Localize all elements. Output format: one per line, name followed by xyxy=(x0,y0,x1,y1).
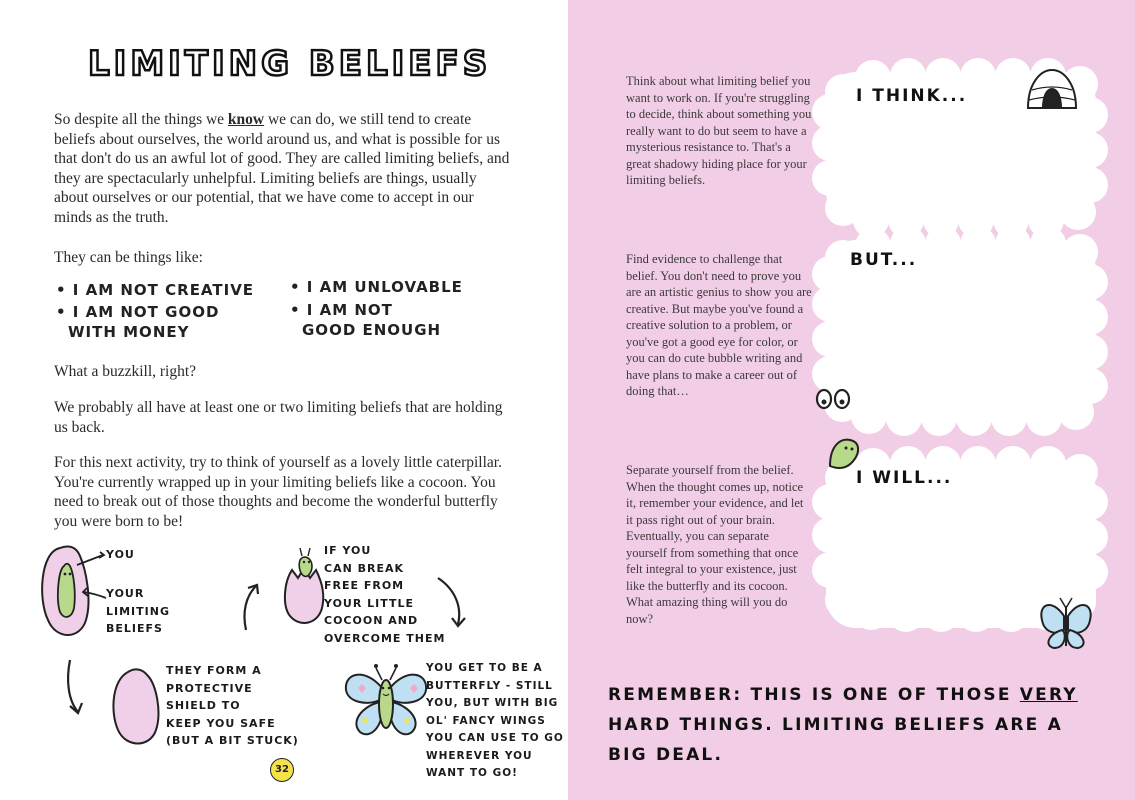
caterpillar-shape xyxy=(58,564,75,617)
buzzkill-paragraph: What a buzzkill, right? xyxy=(54,363,197,380)
know-emphasis: know xyxy=(227,111,265,128)
butterfly-drawing xyxy=(346,664,426,734)
label-break-free: IF YOU CAN BREAK FREE FROM YOUR LITTLE COCOON AND OVERCOME THEM xyxy=(324,544,446,645)
label-butterfly: YOU GET TO BE A BUTTERFLY - STILL YOU, BUT WITH BIG OL' FANCY WINGS YOU CAN USE TO GO WHEREVER YOU WANT TO GO! xyxy=(426,662,564,779)
bullet-am-not: • I AM NOT xyxy=(290,301,393,319)
empty-cocoon-shape xyxy=(113,669,158,743)
things-like-paragraph: They can be things like: xyxy=(54,249,203,266)
remember-note: REMEMBER: THIS IS ONE OF THOSE VERY HARD THINGS. LIMITING BELIEFS ARE A BIG DEAL. xyxy=(608,685,1078,765)
bullet-good-enough: GOOD ENOUGH xyxy=(302,321,442,339)
intro-paragraph: So despite all the things we know we can do, we still tend to create beliefs about ourselves, the world around us, and what is possible for us that don't do us an awful lot of good. They are called limiting beliefs, and they are spectacularly unhelpful. Limiting beliefs are things, usually about ourselves or our potential, that we have come to accept in our minds as the truth. xyxy=(54,111,510,226)
bullet-unlovable: • I AM UNLOVABLE xyxy=(290,278,463,296)
page-number-badge: 32 xyxy=(270,758,294,782)
cloud-label-but: BUT... xyxy=(850,250,918,270)
very-emphasis: VERY xyxy=(1019,685,1078,705)
page-title: LIMITING BELIEFS xyxy=(88,44,492,84)
step-evidence-text: Find evidence to challenge that belief. You don't need to prove you are an artistic genius to show you are creative. But maybe you've found a creative solution to a problem, or you've got a good eye for color, or you can do cute bubble writing and have plans to make a career out of doing that… xyxy=(626,252,812,398)
cloud-label-i-will: I WILL... xyxy=(856,468,953,488)
bullet-not-creative: • I AM NOT CREATIVE xyxy=(56,281,255,299)
bullet-with-money: WITH MONEY xyxy=(68,323,190,341)
label-protective-shield: THEY FORM A PROTECTIVE SHIELD TO KEEP YOU SAFE (BUT A BIT STUCK) xyxy=(166,664,299,747)
activity-paragraph: For this next activity, try to think of yourself as a lovely little caterpillar. You're currently wrapped up in your limiting beliefs like a cocoon. You need to break out of those thoughts and become the wonderful butterfly you were born to be! xyxy=(54,454,502,530)
bullet-not-good: • I AM NOT GOOD xyxy=(56,303,220,321)
step-think-text: Think about what limiting belief you want to work on. If you're struggling to decide, think about something you really want to do but seem to have a mysterious resistance to. That's a great shadowy hiding place for your limiting beliefs. xyxy=(626,74,812,187)
step-separate-text: Separate yourself from the belief. When the thought comes up, notice it, remember your evidence, and let it pass right out of your brain. Eventually, you can separate yourself from something that once felt integral to your existence, just like the butterfly and its cocoon. What amazing thing will you do now? xyxy=(626,463,804,626)
label-your-limiting-beliefs: YOUR LIMITING BELIEFS xyxy=(106,587,170,635)
label-you: YOU xyxy=(106,548,135,561)
holding-back-paragraph: We probably all have at least one or two limiting beliefs that are holding us back. xyxy=(54,399,503,436)
cloud-label-i-think: I THINK... xyxy=(856,86,968,106)
